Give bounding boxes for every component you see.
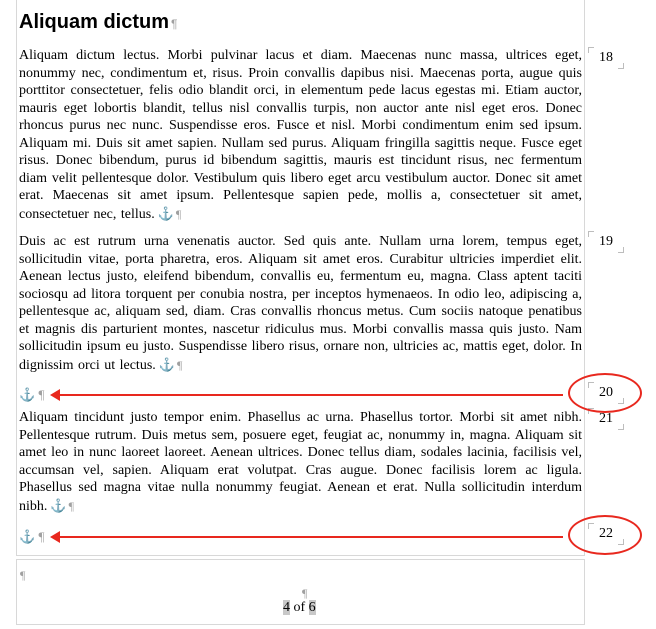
pilcrow-mark: ¶ [175,206,182,221]
line-number: 18 [586,47,626,69]
annotation-circle [568,515,642,555]
empty-paragraph-marker[interactable] [19,529,44,545]
pilcrow-mark: ¶ [68,498,75,513]
annotation-arrow [58,394,563,396]
anchor-icon: ⚓ [50,497,67,513]
anchor-icon: ⚓ [19,529,36,544]
page-total: 6 [308,600,316,615]
pilcrow-mark: ¶ [302,586,308,600]
pilcrow-mark: ¶ [20,568,26,582]
anchor-icon: ⚓ [158,356,175,372]
pilcrow-mark: ¶ [171,17,178,31]
annotation-arrow [58,536,563,538]
line-number: 21 [586,408,626,430]
anchor-icon: ⚓ [19,387,36,402]
line-number: 22 [586,523,626,545]
empty-paragraph-marker[interactable] [19,387,44,403]
line-number: 20 [586,382,626,404]
annotation-circle [568,373,642,413]
pilcrow-mark: ¶ [176,357,183,372]
paragraph-3[interactable]: Aliquam tincidunt justo tempor enim. Phasellus ac urna. Phasellus tortor. Morbi sit amet nibh. Pellentesque rutrum. Duis metus sem, posuere eget, feugiat ac, nonummy in, magna. Aliquam sit amet leo in nunc laoreet laoreet. Aenean ultrices. Donec tellus diam, sodales lacinia, facilisis vel, accumsan vel, sapien. Aliquam erat volutpat. Cras augue. Donec facilisis lorem ac ligula. Phasellus sed magna vitae nulla nonummy feugiat. Aenean et erat. Nulla sollicitudin interdum nibh. ⚓ ¶ [19,410,582,514]
pilcrow-mark: ¶ [38,529,45,544]
paragraph-1[interactable]: Aliquam dictum lectus. Morbi pulvinar lacus et diam. Maecenas nunc massa, ultrices eget, nonummy nec, condimentum et, risus. Proin convallis dapibus nisi. Maecenas porta, augue quis porttitor consectetuer, felis odio blandit orci, in elementum pede lacus egestas mi. Etiam auctor, mauris eget lobortis blandit, tellus nisl convallis turpis, non auctor ante nisl eget eros. Donec rhoncus purus nec nunc. Suspendisse eros. Fusce et nisl. Morbi condimentum enim sed ipsum. Aliquam mi. Duis sit amet sapien. Nullam sed purus. Aliquam fringilla sagittis neque. Fusce eget risus. Donec bibendum, purus id bibendum sagittis, mauris est tincidunt risus, nec fermentum diam velit pellentesque dolor. Vestibulum quis libero eget arcu vestibulum auctor. Donec sit amet erat. Maecenas sit amet ipsum. Pellentesque sapien pede, mollis a, consectetuer sit amet, consectetuer nec, tellus. ⚓ ¶ [19,48,582,222]
paragraph-2[interactable]: Duis ac est rutrum urna venenatis auctor. Sed quis ante. Nullam urna lorem, tempus eget, sollicitudin vitae, porta pharetra, eros. Aliquam sit amet eros. Curabitur ultricies imperdiet elit. Aenean lectus justo, eleifend bibendum, convallis eu, fermentum eu, magna. Class aptent taciti sociosqu ad litora torquent per conubia nostra, per inceptos hymenaeos. In odio leo, adipiscing a, pellentesque ac, aliquam sed, diam. Cras convallis rhoncus metus. Cum sociis natoque penatibus et magnis dis parturient montes, nascetur ridiculus mus. Morbi convallis massa quis justo. Nam sollicitudin ipsum eu justo. Suspendisse libero risus, ornare non, ultricies ac, mattis eget, dolor. In dignissim orci ut lectus. ⚓ ¶ [19,234,582,373]
line-number: 19 [586,231,626,253]
pilcrow-mark: ¶ [38,387,45,402]
section-heading: Aliquam dictum ¶ [19,11,178,33]
anchor-icon: ⚓ [157,205,174,221]
page-current: 4 [283,600,290,615]
page-number: 4 of 6 [283,600,316,615]
